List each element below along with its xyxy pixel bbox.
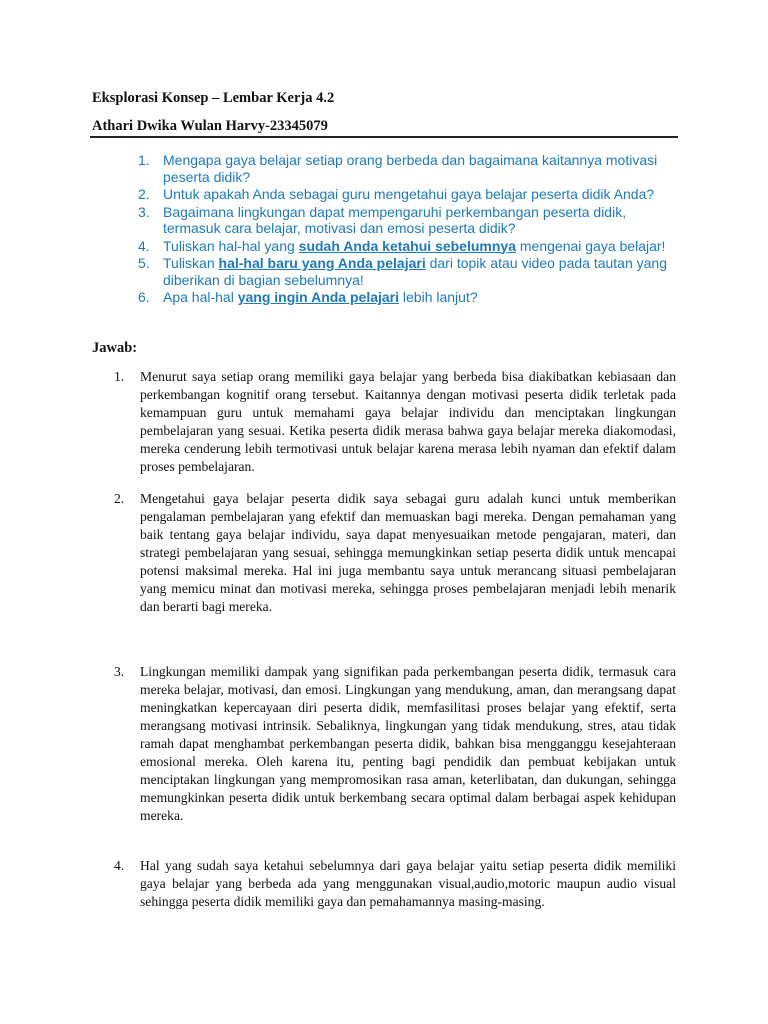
- question-item: [138, 238, 678, 255]
- question-number: 5.: [138, 255, 150, 271]
- question-text: Bagaimana lingkungan dapat mempengaruhi perkembangan peserta didik, termasuk cara belajar, motivasi dan emosi peserta didik?: [163, 203, 627, 236]
- question-number: 6.: [138, 289, 150, 305]
- question-item: [138, 255, 678, 288]
- question-number: 3.: [138, 203, 150, 220]
- question-list: [138, 152, 678, 307]
- answer-number: 2.: [114, 491, 125, 506]
- question-text: Mengapa gaya belajar setiap orang berbeda dan bagaimana kaitannya motivasi peserta didik?: [163, 152, 658, 185]
- answer-list: [114, 368, 676, 911]
- answer-text: Menurut saya setiap orang memiliki gaya belajar yang berbeda bisa diakibatkan kebiasaan dan perkembangan kognitif orang tersebut. Kaitannya dengan motivasi peserta didik terletak pada kemampuan guru untuk memahami gaya belajar individu dan menciptakan lingkungan pembelajaran yang sesuai. Ketika peserta didik merasa bahwa gaya belajar mereka diakomodasi, mereka cenderung lebih termotivasi untuk belajar karena merasa lebih nyaman dan efektif dalam proses pembelajaran.: [140, 369, 676, 474]
- question-text-end: mengenai gaya belajar!: [516, 237, 666, 254]
- question-text: Untuk apakah Anda sebagai guru mengetahui gaya belajar peserta didik Anda?: [163, 186, 655, 202]
- answer-item: [114, 663, 676, 857]
- answer-text: Mengetahui gaya belajar peserta didik saya sebagai guru adalah kunci untuk memberikan pengalaman pembelajaran yang efektif dan memuaskan bagi mereka. Dengan pemahaman yang baik tentang gaya belajar individu, saya dapat menyesuaikan metode pengajaran, materi, dan strategi pembelajaran yang sesuai, sehingga memungkinkan setiap peserta didik untuk mencapai potensi maksimal mereka. Hal ini juga membantu saya untuk merancang situasi pembelajaran yang memicu minat dan motivasi mereka, sehingga proses pembelajaran menjadi lebih menarik dan berarti bagi mereka.: [140, 491, 676, 614]
- question-text: Tuliskan hal-hal yang: [163, 237, 299, 254]
- question-number: 1.: [138, 152, 150, 168]
- divider-line: [90, 136, 678, 138]
- question-highlight: yang ingin Anda pelajari: [237, 289, 400, 305]
- answer-item: [114, 857, 676, 911]
- question-number: 4.: [138, 237, 150, 254]
- answer-number: 1.: [114, 369, 125, 384]
- question-text: Apa hal-hal: [163, 289, 238, 305]
- answer-text: Lingkungan memiliki dampak yang signifikan pada perkembangan peserta didik, termasuk cara mereka belajar, motivasi, dan emosi. Lingkungan yang mendukung, aman, dan merangsang dapat meningkatkan kepercayaan diri peserta didik, memfasilitasi proses belajar yang efektif, serta merangsang motivasi intrinsik. Sebaliknya, lingkungan yang tidak mendukung, stres, atau tidak ramah dapat menghambat perkembangan peserta didik, bahkan bisa mengganggu kesejahteraan emosional mereka. Oleh karena itu, penting bagi pendidik dan pembuat kebijakan untuk menciptakan lingkungan yang mempromosikan rasa aman, keterlibatan, dan dukungan, sehingga memungkinkan peserta didik untuk berkembang secara optimal dalam berbagai aspek kehidupan mereka.: [140, 664, 676, 823]
- question-item: [138, 186, 678, 203]
- question-highlight: sudah Anda ketahui sebelumnya: [298, 237, 516, 254]
- question-item: [138, 289, 678, 306]
- question-text: Tuliskan: [163, 255, 219, 271]
- question-highlight: hal-hal baru yang Anda pelajari: [218, 255, 426, 271]
- answer-item: [114, 368, 676, 490]
- answer-number: 4.: [114, 858, 125, 873]
- answer-text: Hal yang sudah saya ketahui sebelumnya dari gaya belajar yaitu setiap peserta didik memiliki gaya belajar yang berbeda ada yang menggunakan visual,audio,motoric maupun audio visual sehingga peserta didik memiliki gaya dan pemahamannya masing-masing.: [140, 858, 676, 909]
- author-name: Athari Dwika Wulan Harvy-23345079: [92, 118, 328, 134]
- question-number: 2.: [138, 186, 150, 202]
- answer-item: [114, 490, 676, 663]
- question-text-end: lebih lanjut?: [399, 289, 478, 305]
- question-item: [138, 152, 678, 185]
- answer-heading: Jawab:: [92, 340, 138, 356]
- question-item: [138, 204, 678, 237]
- worksheet-title: Eksplorasi Konsep – Lembar Kerja 4.2: [92, 90, 335, 106]
- answer-number: 3.: [114, 664, 125, 679]
- question-text-end: dari topik atau video pada tautan yang diberikan di bagian sebelumnya!: [163, 255, 668, 288]
